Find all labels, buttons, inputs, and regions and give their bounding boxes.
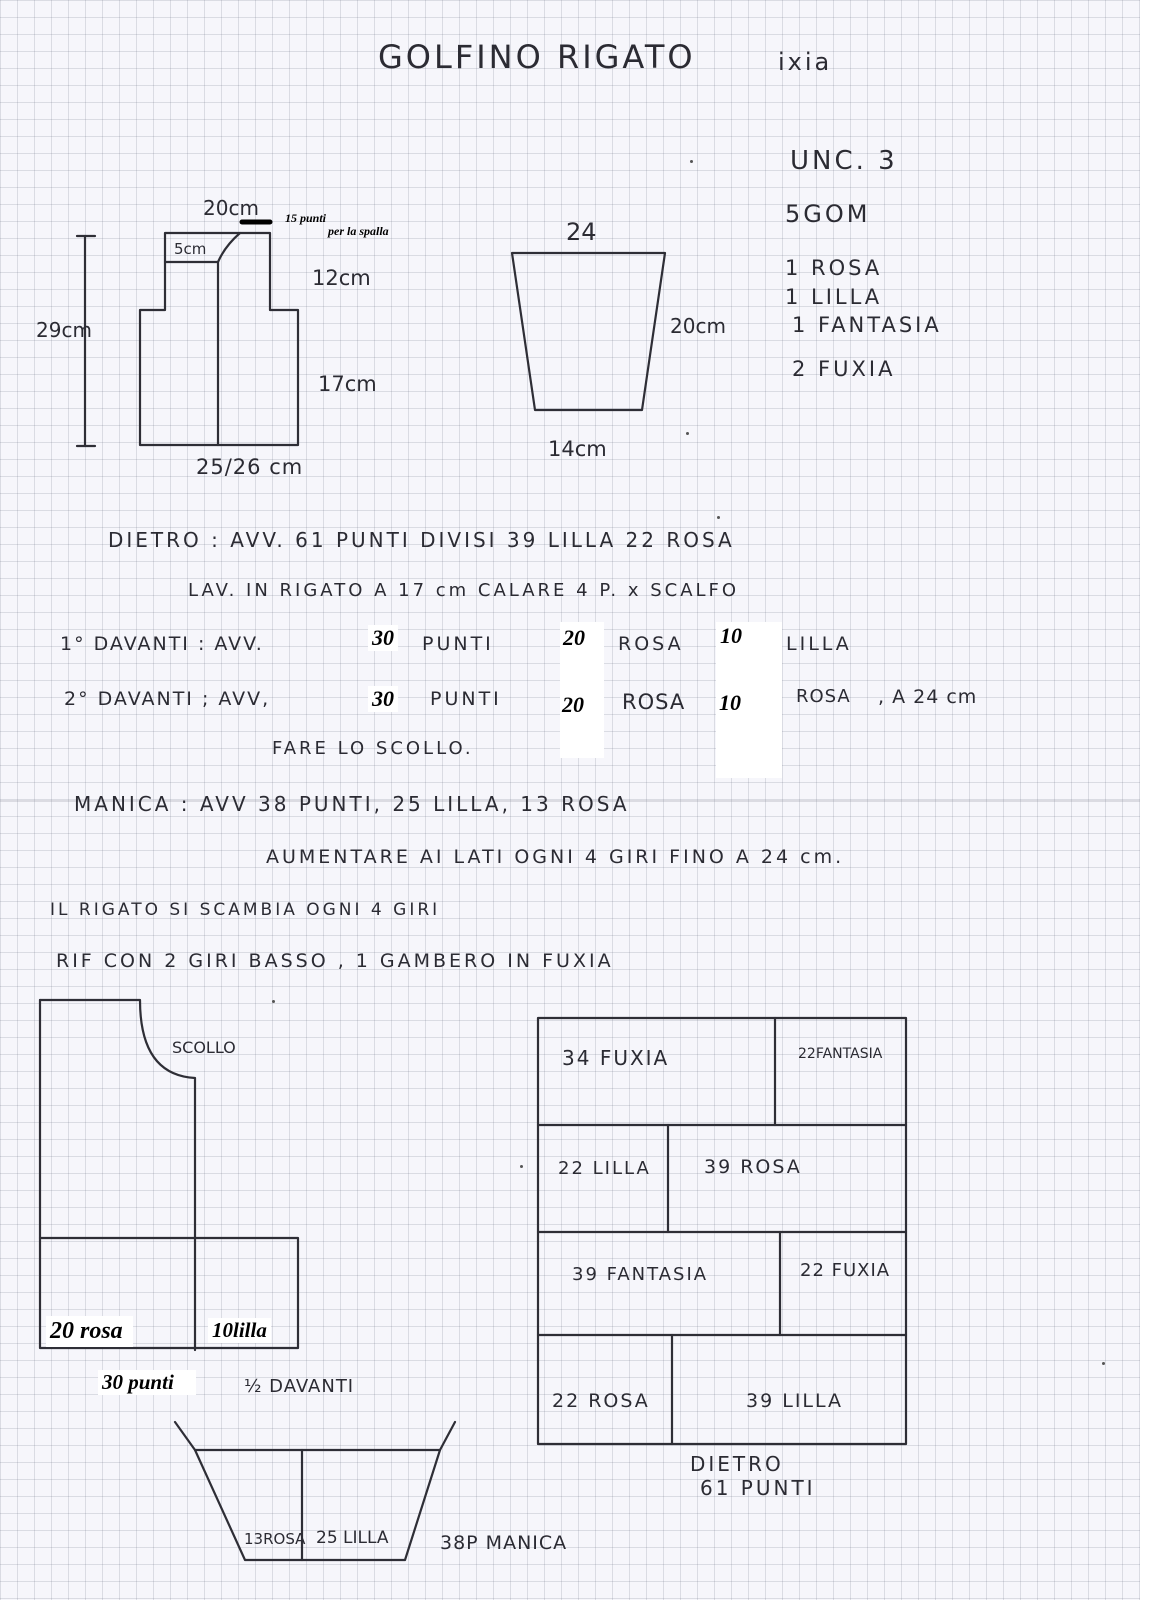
page-subtitle: ixia — [778, 48, 833, 76]
scan-speck — [690, 160, 693, 163]
sleeve-top-label: 24 — [566, 218, 597, 246]
neck-label: 5cm — [174, 240, 207, 258]
instruction-aumentare: AUMENTARE AI LATI OGNI 4 GIRI FINO A 24 cm. — [266, 846, 845, 868]
front-points-label: 30 punti — [98, 1370, 196, 1395]
shoulder-note-2: per la spalla — [328, 224, 389, 238]
davanti2-b-color: ROSA — [796, 686, 851, 707]
davanti1-punti: PUNTI — [422, 633, 494, 655]
armhole-height-label: 12cm — [312, 266, 371, 290]
stripe-cell: 34 FUXIA — [562, 1046, 670, 1070]
sleeve-bottom-caption: 38P MANICA — [440, 1532, 568, 1554]
half-front-caption: ½ DAVANTI — [244, 1376, 355, 1397]
davanti1-a: 20 — [563, 625, 585, 650]
scan-speck — [686, 432, 689, 435]
stripe-cell: 22 ROSA — [552, 1390, 650, 1412]
instruction-rif: RIF CON 2 GIRI BASSO , 1 GAMBERO IN FUXIA — [56, 950, 614, 972]
stripe-cell: 22 LILLA — [558, 1158, 651, 1179]
davanti1-points: 30 — [368, 625, 398, 651]
davanti2-b: 10 — [719, 690, 741, 715]
total-height-label: 29cm — [36, 318, 92, 342]
yarn-color-3: 1 FANTASIA — [792, 313, 942, 337]
sleeve-piece-diagram — [512, 253, 665, 410]
sleeve-bottom-right: 25 LILLA — [316, 1528, 389, 1548]
yarn-amount: 5GOM — [785, 200, 871, 228]
scan-speck — [717, 516, 720, 519]
davanti2-punti: PUNTI — [430, 688, 502, 710]
davanti2-end: , A 24 cm — [878, 686, 978, 708]
sleeve-bottom-label: 14cm — [548, 437, 607, 461]
stripe-cell: 22FANTASIA — [798, 1046, 883, 1062]
stripe-caption-2: 61 PUNTI — [700, 1476, 816, 1500]
yarn-color-4: 2 FUXIA — [792, 357, 896, 381]
scan-speck — [520, 1165, 523, 1168]
hook-size: UNC. 3 — [790, 146, 898, 176]
yarn-color-2: 1 LILLA — [785, 285, 883, 309]
instruction-rigato: IL RIGATO SI SCAMBIA OGNI 4 GIRI — [50, 900, 441, 920]
instruction-lav: LAV. IN RIGATO A 17 cm CALARE 4 P. x SCALFO — [188, 580, 740, 601]
instruction-manica: MANICA : AVV 38 PUNTI, 25 LILLA, 13 ROSA — [74, 792, 630, 816]
davanti1-a-color: ROSA — [618, 633, 684, 655]
yarn-color-1: 1 ROSA — [785, 256, 883, 280]
davanti1-b-color: LILLA — [786, 633, 852, 655]
stripe-cell: 39 FANTASIA — [572, 1264, 709, 1285]
lower-height-label: 17cm — [318, 372, 377, 396]
instruction-davanti2-prefix: 2° DAVANTI ; AVV, — [64, 688, 271, 710]
davanti2-a-color: ROSA — [622, 690, 686, 714]
scan-speck — [1102, 1362, 1105, 1365]
instruction-dietro: DIETRO : AVV. 61 PUNTI DIVISI 39 LILLA 22 ROSA — [108, 528, 735, 552]
stripe-cell: 39 ROSA — [704, 1156, 802, 1178]
bottom-width-label: 25/26 cm — [196, 455, 304, 479]
half-front-diagram — [40, 1000, 298, 1350]
stripe-chart-grid — [538, 1018, 906, 1444]
instruction-fare: FARE LO SCOLLO. — [272, 738, 474, 759]
davanti1-b: 10 — [720, 623, 742, 648]
davanti2-points: 30 — [368, 686, 398, 712]
shoulder-note-1: 15 punti — [285, 211, 327, 225]
stripe-cell: 22 FUXIA — [800, 1260, 891, 1281]
sleeve-height-label: 20cm — [670, 314, 726, 338]
front-label-rosa: 20 rosa — [46, 1316, 133, 1347]
front-label-lilla: 10lilla — [208, 1318, 271, 1343]
stripe-caption-1: DIETRO — [690, 1452, 784, 1476]
davanti2-a: 20 — [562, 692, 584, 717]
scan-speck — [272, 1000, 275, 1003]
top-width-label: 20cm — [203, 196, 259, 220]
sleeve-bottom-left: 13ROSA — [244, 1530, 306, 1548]
sleeve-bottom-diagram — [175, 1422, 455, 1560]
scollo-label: SCOLLO — [172, 1038, 236, 1057]
stripe-cell: 39 LILLA — [746, 1390, 844, 1412]
page-title: GOLFINO RIGATO — [378, 38, 696, 76]
instruction-davanti1-prefix: 1° DAVANTI : AVV. — [60, 633, 264, 655]
